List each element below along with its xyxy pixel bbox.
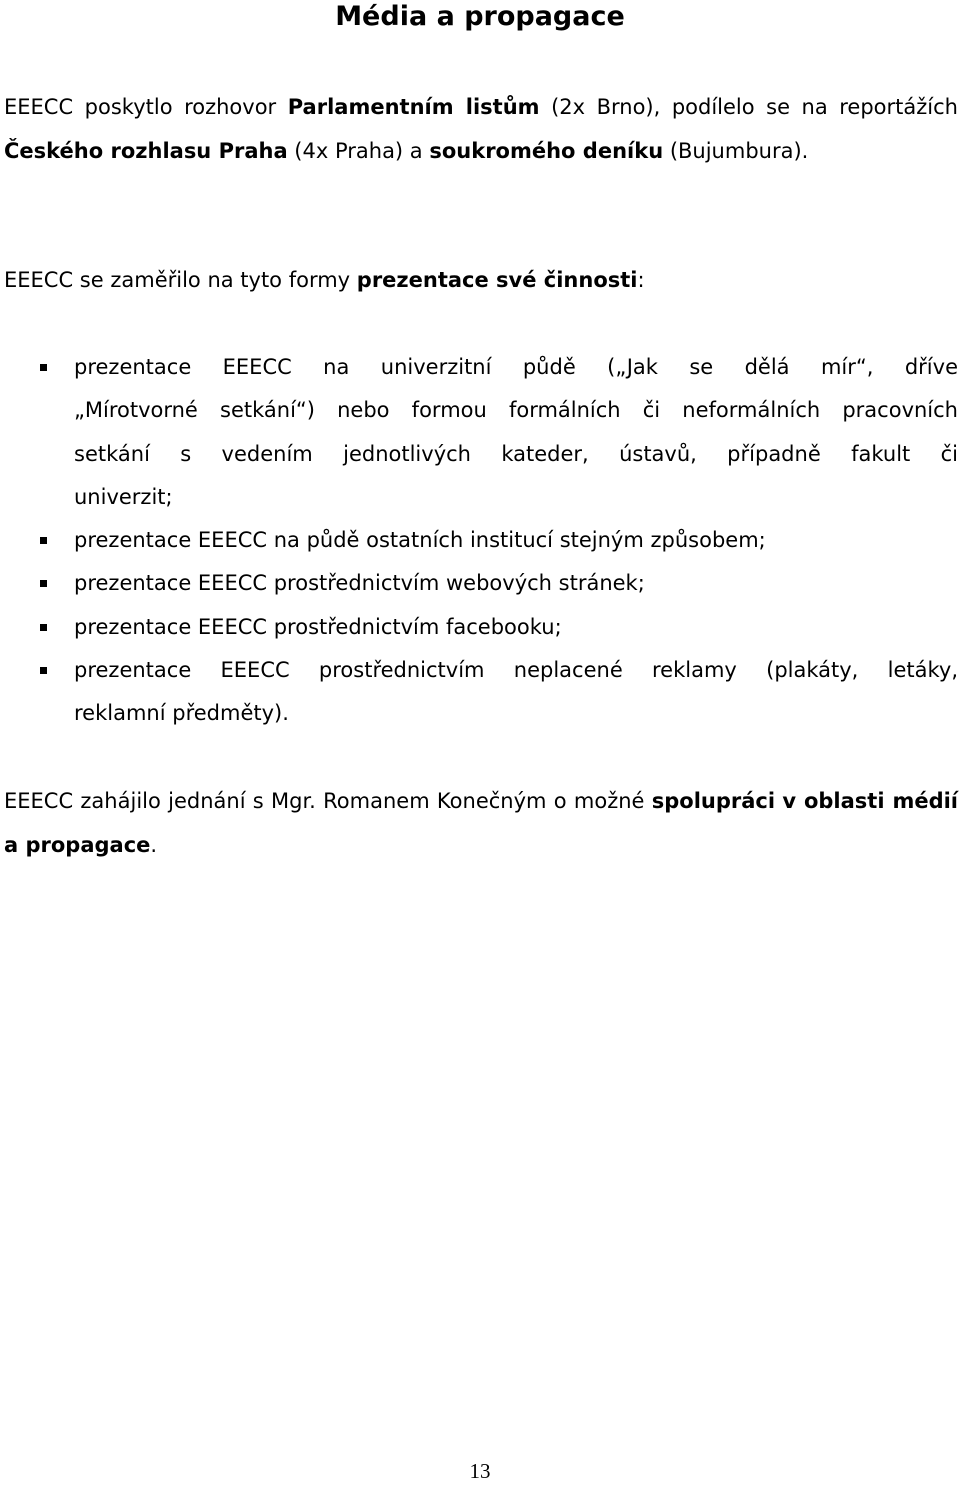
paragraph-media-coverage bbox=[4, 86, 958, 173]
list-item-text: prezentace EEECC prostřednictvím webových stránek; bbox=[74, 571, 645, 596]
square-bullet-icon bbox=[40, 624, 47, 631]
list-item bbox=[0, 346, 958, 519]
square-bullet-icon bbox=[40, 667, 47, 674]
list-item-line: setkání s vedením jednotlivých kateder, ústavů, případně fakult či bbox=[74, 441, 958, 466]
paragraph-presentation-intro bbox=[4, 259, 958, 303]
bold-run-parlamentni-listy: Parlamentním listům bbox=[287, 95, 540, 119]
bold-run-soukromy-denik: soukromého deníku bbox=[429, 138, 664, 163]
list-item bbox=[0, 606, 958, 649]
bold-run-prezentace: prezentace své činnosti bbox=[356, 268, 638, 292]
list-item bbox=[0, 562, 958, 605]
bold-run-oblast-medii: v oblasti médií a propagace bbox=[4, 789, 959, 857]
text-run: . bbox=[150, 832, 158, 857]
page-number: 13 bbox=[469, 1459, 491, 1483]
list-item bbox=[0, 519, 958, 562]
bold-run-spoluprace: spolupráci bbox=[651, 789, 776, 813]
list-item-text: prezentace EEECC prostřednictvím facebooku; bbox=[74, 614, 562, 639]
list-item-text: prezentace EEECC na půdě ostatních institucí stejným způsobem; bbox=[74, 528, 766, 553]
text-run: (Bujumbura). bbox=[663, 138, 809, 163]
list-item-line: prezentace EEECC prostřednictvím neplacené reklamy (plakáty, letáky, bbox=[74, 658, 958, 683]
text-run: (4x Praha) a bbox=[287, 138, 430, 163]
list-item bbox=[0, 649, 958, 736]
bold-run-cesky-rozhlas: Českého rozhlasu Praha bbox=[4, 138, 288, 163]
list-item-line: „Mírotvorné setkání“) nebo formou formálních či neformálních pracovních bbox=[74, 398, 958, 423]
square-bullet-icon bbox=[40, 537, 47, 544]
text-run: EEECC zahájilo jednání s Mgr. Romanem Konečným o možné bbox=[4, 789, 652, 813]
paragraph-cooperation bbox=[4, 780, 958, 867]
text-run: EEECC se zaměřilo na tyto formy bbox=[4, 268, 357, 292]
list-item-line: univerzit; bbox=[74, 484, 173, 509]
text-run: : bbox=[637, 268, 645, 292]
list-item-line: reklamní předměty). bbox=[74, 701, 289, 726]
square-bullet-icon bbox=[40, 580, 47, 587]
text-run: EEECC poskytlo rozhovor bbox=[4, 95, 288, 119]
square-bullet-icon bbox=[40, 364, 47, 371]
text-run: (2x Brno), podílelo se na reportážích bbox=[539, 95, 958, 119]
presentation-forms-list bbox=[0, 346, 958, 736]
list-item-line: prezentace EEECC na univerzitní půdě („Jak se dělá mír“, dříve bbox=[74, 355, 958, 379]
page-title: Média a propagace bbox=[335, 1, 625, 32]
